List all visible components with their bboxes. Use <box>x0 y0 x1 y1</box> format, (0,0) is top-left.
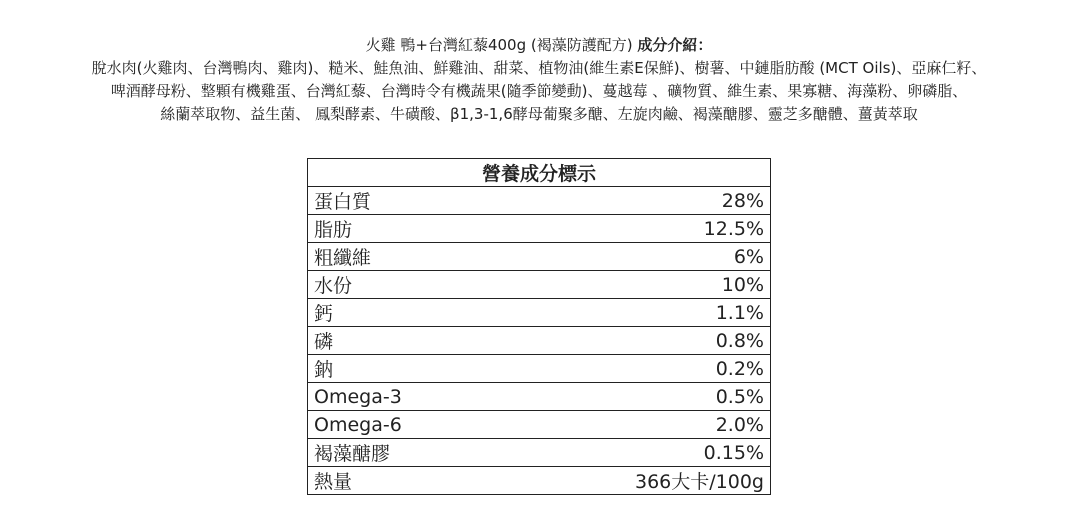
nutrient-name: 鈉 <box>308 355 500 383</box>
nutrient-value: 12.5% <box>500 215 771 243</box>
nutrient-value: 0.2% <box>500 355 771 383</box>
table-row <box>308 271 771 299</box>
table-row <box>308 411 771 439</box>
nutrient-value: 2.0% <box>500 411 771 439</box>
ingredients-heading: 成分介紹： <box>637 36 713 54</box>
nutrient-name: 粗纖維 <box>308 243 500 271</box>
ingredients-section <box>0 34 1078 126</box>
table-row <box>308 355 771 383</box>
table-row <box>308 467 771 495</box>
nutrient-name: 蛋白質 <box>308 187 500 215</box>
table-row <box>308 383 771 411</box>
table-row <box>308 327 771 355</box>
table-row <box>308 215 771 243</box>
table-row <box>308 299 771 327</box>
table-row <box>308 187 771 215</box>
nutrient-value: 0.15% <box>500 439 771 467</box>
nutrient-name: Omega-6 <box>308 411 500 439</box>
table-row <box>308 439 771 467</box>
nutrient-name: 鈣 <box>308 299 500 327</box>
nutrient-name: 磷 <box>308 327 500 355</box>
nutrient-value: 0.8% <box>500 327 771 355</box>
ingredients-line-3: 絲蘭萃取物、益生菌、 鳳梨酵素、牛磺酸、β1,3-1,6酵母葡聚多醣、左旋肉鹼、褐藻醣膠、靈芝多醣體、薑黃萃取 <box>160 105 918 123</box>
nutrition-table <box>307 158 771 495</box>
product-name: 火雞 鴨+台灣紅藜400g (褐藻防護配方) <box>365 36 638 54</box>
nutrient-name: 水份 <box>308 271 500 299</box>
nutrient-value: 1.1% <box>500 299 771 327</box>
nutrient-name: Omega-3 <box>308 383 500 411</box>
nutrient-name: 熱量 <box>308 467 500 495</box>
ingredients-line-2: 啤酒酵母粉、整顆有機雞蛋、台灣紅藜、台灣時令有機蔬果(隨季節變動)、蔓越莓 、礦物質、維生素、果寡糖、海藻粉、卵磷脂、 <box>110 82 968 100</box>
ingredients-title <box>0 34 1078 57</box>
nutrient-value: 366大卡/100g <box>500 467 771 495</box>
nutrient-name: 褐藻醣膠 <box>308 439 500 467</box>
nutrient-value: 0.5% <box>500 383 771 411</box>
ingredients-line-1: 脫水肉(火雞肉、台灣鴨肉、雞肉)、糙米、鮭魚油、鮮雞油、甜菜、植物油(維生素E保鮮)、樹薯、中鏈脂肪酸 (MCT Oils)、亞麻仁籽、 <box>91 59 987 77</box>
nutrient-value: 6% <box>500 243 771 271</box>
nutrition-header: 營養成分標示 <box>308 159 771 187</box>
table-row <box>308 243 771 271</box>
nutrition-header-row <box>308 159 771 187</box>
nutrient-name: 脂肪 <box>308 215 500 243</box>
nutrient-value: 28% <box>500 187 771 215</box>
nutrient-value: 10% <box>500 271 771 299</box>
